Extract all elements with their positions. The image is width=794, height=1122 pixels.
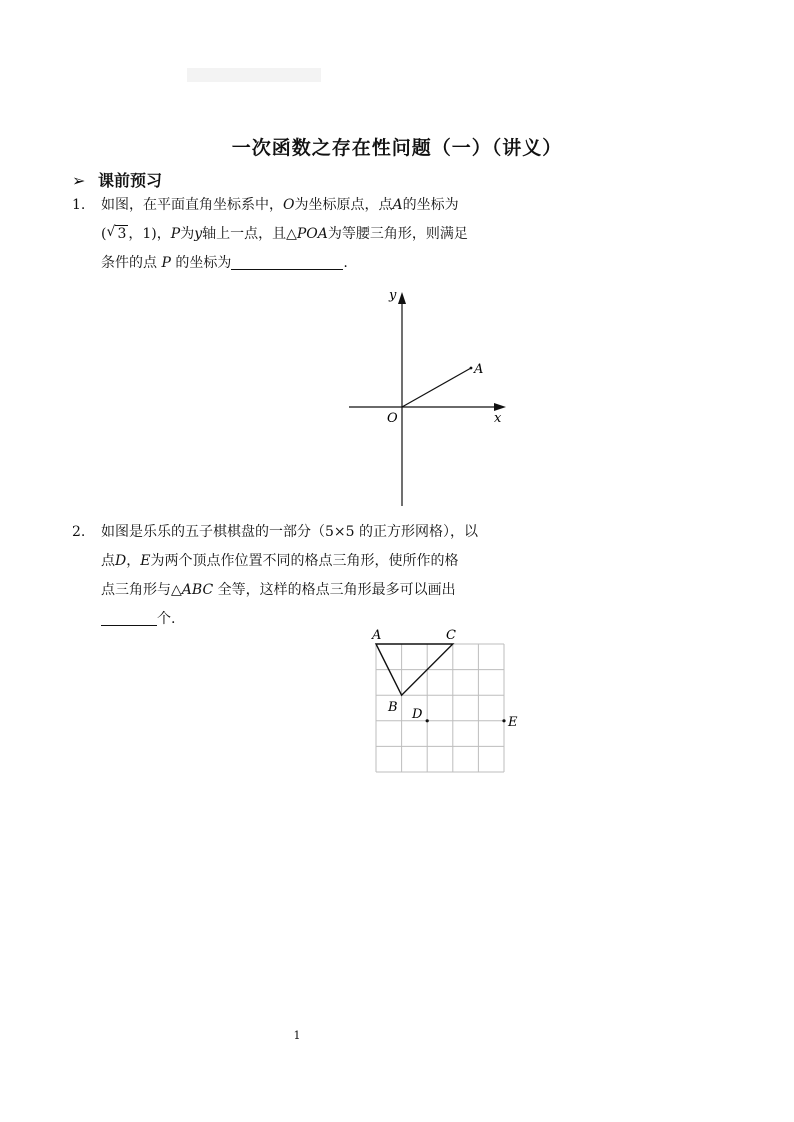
question-1 bbox=[72, 191, 532, 281]
question-line: 个. bbox=[101, 605, 526, 634]
question-number: 2. bbox=[72, 524, 86, 540]
sqrt-expression: √ 3 bbox=[106, 224, 127, 242]
answer-blank[interactable] bbox=[101, 607, 157, 626]
question-line: 条件的点 P 的坐标为 . bbox=[101, 249, 526, 278]
point-a bbox=[470, 367, 473, 370]
point-d bbox=[426, 719, 429, 722]
question-text bbox=[101, 518, 526, 634]
point-b-label: B bbox=[388, 700, 398, 715]
question-2 bbox=[72, 518, 532, 638]
arrow-bullet-icon: ➢ bbox=[72, 171, 86, 190]
answer-blank[interactable] bbox=[231, 251, 343, 270]
point-e bbox=[502, 719, 505, 722]
question-line: 如图是乐乐的五子棋棋盘的一部分（5×5 的正方形网格），以 bbox=[101, 524, 478, 540]
y-axis-arrow-icon bbox=[398, 292, 406, 304]
x-axis-arrow-icon bbox=[494, 403, 506, 411]
page-title: 一次函数之存在性问题（一）（讲义） bbox=[231, 137, 563, 159]
point-d-label: D bbox=[412, 707, 423, 722]
y-axis-label: y bbox=[389, 288, 397, 303]
question-line: ( √ 3 ，1)，P为y轴上一点，且△POA为等腰三角形，则满足 bbox=[101, 220, 526, 249]
segment-oa bbox=[402, 368, 471, 407]
question-line: 点三角形与△ABC 全等，这样的格点三角形最多可以画出 bbox=[101, 582, 456, 598]
origin-label: O bbox=[387, 411, 398, 426]
grid-figure bbox=[364, 622, 524, 778]
point-a-label: A bbox=[474, 362, 484, 377]
question-line: 点D，E为两个顶点作位置不同的格点三角形，使所作的格 bbox=[101, 553, 459, 569]
point-c-label: C bbox=[446, 628, 456, 643]
question-number: 1. bbox=[72, 197, 86, 213]
header-strip bbox=[187, 68, 321, 82]
point-a-label: A bbox=[372, 628, 382, 643]
page-number: 1 bbox=[293, 1029, 301, 1042]
x-axis-label: x bbox=[494, 411, 502, 426]
section-heading bbox=[72, 168, 162, 191]
question-line: 如图，在平面直角坐标系中，O为坐标原点，点A的坐标为 bbox=[101, 197, 459, 213]
question-text bbox=[101, 191, 526, 278]
coordinate-figure bbox=[340, 282, 520, 512]
point-e-label: E bbox=[508, 715, 518, 730]
section-label: 课前预习 bbox=[98, 171, 163, 190]
